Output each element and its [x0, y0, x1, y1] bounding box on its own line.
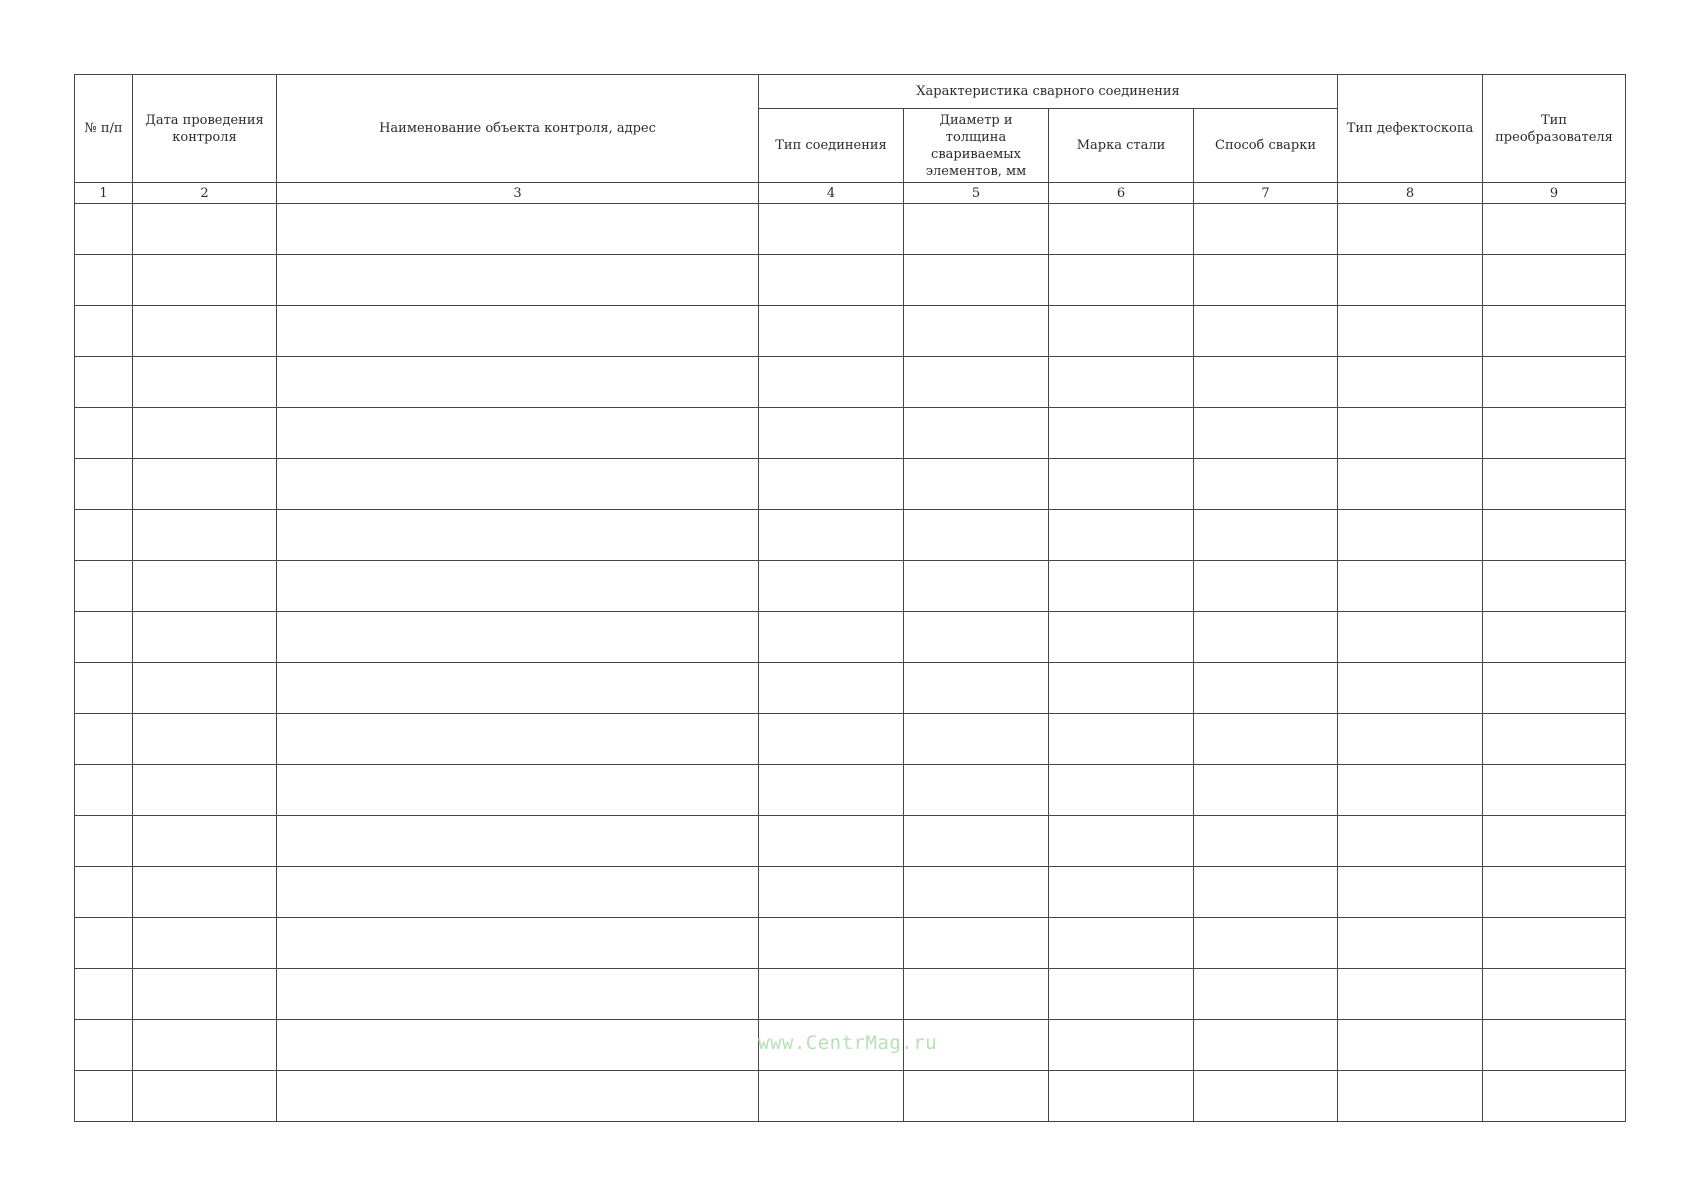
table-cell[interactable]: [277, 918, 759, 969]
table-cell[interactable]: [1194, 357, 1338, 408]
table-cell[interactable]: [1049, 255, 1194, 306]
table-cell[interactable]: [1194, 306, 1338, 357]
table-cell[interactable]: [277, 867, 759, 918]
table-cell[interactable]: [133, 765, 277, 816]
table-cell[interactable]: [1194, 816, 1338, 867]
table-cell[interactable]: [1338, 561, 1483, 612]
table-cell[interactable]: [75, 663, 133, 714]
table-cell[interactable]: [759, 816, 904, 867]
column-number: 9: [1483, 183, 1626, 204]
table-cell[interactable]: [1483, 918, 1626, 969]
header-weld-group: Характеристика сварного соединения: [759, 75, 1338, 109]
table-cell[interactable]: [1338, 306, 1483, 357]
table-cell[interactable]: [1338, 1020, 1483, 1071]
table-cell[interactable]: [1049, 867, 1194, 918]
table-cell[interactable]: [1194, 510, 1338, 561]
table-cell[interactable]: [759, 408, 904, 459]
table-cell[interactable]: [1049, 459, 1194, 510]
table-cell[interactable]: [277, 1020, 759, 1071]
table-cell[interactable]: [1049, 612, 1194, 663]
table-cell[interactable]: [75, 204, 133, 255]
table-cell[interactable]: [1049, 357, 1194, 408]
table-cell[interactable]: [133, 408, 277, 459]
table-cell[interactable]: [904, 714, 1049, 765]
watermark: www.CentrMag.ru: [758, 1032, 938, 1054]
table-cell[interactable]: [1338, 918, 1483, 969]
table-cell[interactable]: [1049, 1071, 1194, 1122]
table-cell[interactable]: [1338, 1071, 1483, 1122]
table-cell[interactable]: [1194, 765, 1338, 816]
table-row: [75, 510, 1626, 561]
table-cell[interactable]: [277, 816, 759, 867]
table-row: [75, 714, 1626, 765]
table-row: [75, 1071, 1626, 1122]
table-cell[interactable]: [277, 714, 759, 765]
header-joint-type: Тип соединения: [759, 109, 904, 183]
table-cell[interactable]: [1338, 765, 1483, 816]
table-cell[interactable]: [1049, 663, 1194, 714]
table-cell[interactable]: [1049, 204, 1194, 255]
table-cell[interactable]: [759, 714, 904, 765]
table-cell[interactable]: [904, 510, 1049, 561]
table-cell[interactable]: [759, 204, 904, 255]
table-cell[interactable]: [133, 663, 277, 714]
table-cell[interactable]: [1338, 204, 1483, 255]
table-cell[interactable]: [1338, 663, 1483, 714]
table-cell[interactable]: [1194, 561, 1338, 612]
table-cell[interactable]: [759, 459, 904, 510]
table-row: [75, 663, 1626, 714]
table-cell[interactable]: [904, 969, 1049, 1020]
table-cell[interactable]: [277, 1071, 759, 1122]
inspection-log-table: [74, 74, 1626, 1122]
table-cell[interactable]: [1483, 1020, 1626, 1071]
table-cell[interactable]: [75, 510, 133, 561]
table-cell[interactable]: [1338, 816, 1483, 867]
table-row: [75, 765, 1626, 816]
table-cell[interactable]: [1049, 765, 1194, 816]
table-cell[interactable]: [1194, 918, 1338, 969]
header-row-top: [75, 75, 1626, 109]
table-cell[interactable]: [133, 561, 277, 612]
table-cell[interactable]: [759, 765, 904, 816]
table-row: [75, 561, 1626, 612]
table-cell[interactable]: [759, 357, 904, 408]
table-cell[interactable]: [1194, 714, 1338, 765]
table-cell[interactable]: [1483, 867, 1626, 918]
column-number: 7: [1194, 183, 1338, 204]
table-cell[interactable]: [75, 612, 133, 663]
table-cell[interactable]: [75, 816, 133, 867]
header-diameter: Диаметр и толщина свариваемых элементов, мм: [904, 109, 1049, 183]
table-cell[interactable]: [75, 1020, 133, 1071]
table-cell[interactable]: [1194, 969, 1338, 1020]
table-cell[interactable]: [1194, 612, 1338, 663]
table-cell[interactable]: [904, 816, 1049, 867]
table-cell[interactable]: [75, 561, 133, 612]
table-cell[interactable]: [1483, 204, 1626, 255]
header-detector: Тип дефектоскопа: [1338, 75, 1483, 183]
table-cell[interactable]: [904, 867, 1049, 918]
header-method: Способ сварки: [1194, 109, 1338, 183]
table-cell[interactable]: [133, 918, 277, 969]
table-cell[interactable]: [1049, 510, 1194, 561]
table-cell[interactable]: [1483, 306, 1626, 357]
table-cell[interactable]: [133, 459, 277, 510]
table-cell[interactable]: [133, 510, 277, 561]
table-cell[interactable]: [759, 510, 904, 561]
table-cell[interactable]: [759, 663, 904, 714]
table-cell[interactable]: [1483, 612, 1626, 663]
table-cell[interactable]: [1049, 969, 1194, 1020]
table-cell[interactable]: [133, 969, 277, 1020]
table-cell[interactable]: [904, 459, 1049, 510]
table-cell[interactable]: [759, 255, 904, 306]
table-cell[interactable]: [75, 459, 133, 510]
table-row: [75, 816, 1626, 867]
table-cell[interactable]: [75, 918, 133, 969]
table-cell[interactable]: [759, 561, 904, 612]
table-cell[interactable]: [904, 204, 1049, 255]
header-date: Дата проведения контроля: [133, 75, 277, 183]
table-cell[interactable]: [75, 867, 133, 918]
table-cell[interactable]: [1483, 663, 1626, 714]
table-cell[interactable]: [277, 510, 759, 561]
table-cell[interactable]: [1049, 918, 1194, 969]
table-cell[interactable]: [1194, 255, 1338, 306]
table-cell[interactable]: [133, 255, 277, 306]
column-number-row: [75, 183, 1626, 204]
table-cell[interactable]: [133, 1020, 277, 1071]
table-cell[interactable]: [277, 612, 759, 663]
table-cell[interactable]: [1483, 561, 1626, 612]
table-cell[interactable]: [1338, 714, 1483, 765]
table-cell[interactable]: [1049, 714, 1194, 765]
table-cell[interactable]: [1483, 255, 1626, 306]
table-cell[interactable]: [1338, 612, 1483, 663]
table-cell[interactable]: [1194, 459, 1338, 510]
table-cell[interactable]: [759, 306, 904, 357]
table-cell[interactable]: [75, 969, 133, 1020]
table-cell[interactable]: [1049, 1020, 1194, 1071]
table-cell[interactable]: [1483, 765, 1626, 816]
table-cell[interactable]: [133, 867, 277, 918]
table-cell[interactable]: [1483, 459, 1626, 510]
table-row: [75, 969, 1626, 1020]
table-cell[interactable]: [1194, 663, 1338, 714]
table-cell[interactable]: [75, 255, 133, 306]
table-cell[interactable]: [904, 255, 1049, 306]
table-cell[interactable]: [277, 459, 759, 510]
table-cell[interactable]: [1338, 357, 1483, 408]
table-cell[interactable]: [75, 357, 133, 408]
table-cell[interactable]: [75, 765, 133, 816]
table-cell[interactable]: [1483, 816, 1626, 867]
table-cell[interactable]: [133, 306, 277, 357]
table-cell[interactable]: [75, 714, 133, 765]
table-row: [75, 867, 1626, 918]
table-cell[interactable]: [133, 357, 277, 408]
table-cell[interactable]: [1338, 969, 1483, 1020]
table-row: [75, 612, 1626, 663]
table-cell[interactable]: [1194, 1071, 1338, 1122]
table-cell[interactable]: [1338, 408, 1483, 459]
table-cell[interactable]: [133, 204, 277, 255]
table-cell[interactable]: [1483, 1071, 1626, 1122]
table-cell[interactable]: [277, 765, 759, 816]
column-number: 6: [1049, 183, 1194, 204]
table-cell[interactable]: [1338, 459, 1483, 510]
column-number: 3: [277, 183, 759, 204]
table-cell[interactable]: [1194, 1020, 1338, 1071]
header-object: Наименование объекта контроля, адрес: [277, 75, 759, 183]
column-number: 5: [904, 183, 1049, 204]
table-row: [75, 255, 1626, 306]
table-cell[interactable]: [75, 1071, 133, 1122]
table-cell[interactable]: [1194, 204, 1338, 255]
table-cell[interactable]: [904, 663, 1049, 714]
table-row: [75, 204, 1626, 255]
table-cell[interactable]: [904, 765, 1049, 816]
table-cell[interactable]: [759, 918, 904, 969]
table-cell[interactable]: [1194, 408, 1338, 459]
table-cell[interactable]: [277, 408, 759, 459]
table-cell[interactable]: [759, 1071, 904, 1122]
table-cell[interactable]: [904, 306, 1049, 357]
header-no: № п/п: [75, 75, 133, 183]
table-cell[interactable]: [1049, 408, 1194, 459]
table-cell[interactable]: [75, 408, 133, 459]
table-cell[interactable]: [277, 357, 759, 408]
table-cell[interactable]: [277, 969, 759, 1020]
table-row: [75, 306, 1626, 357]
table-cell[interactable]: [133, 1071, 277, 1122]
table-cell[interactable]: [133, 714, 277, 765]
table-cell[interactable]: [1483, 357, 1626, 408]
table-cell[interactable]: [904, 357, 1049, 408]
table-cell[interactable]: [1338, 510, 1483, 561]
table-cell[interactable]: [1483, 969, 1626, 1020]
table-row: [75, 918, 1626, 969]
table-cell[interactable]: [904, 1071, 1049, 1122]
column-number: 8: [1338, 183, 1483, 204]
table-cell[interactable]: [1483, 408, 1626, 459]
table-cell[interactable]: [133, 612, 277, 663]
table-cell[interactable]: [1049, 816, 1194, 867]
table-cell[interactable]: [759, 969, 904, 1020]
column-number: 1: [75, 183, 133, 204]
column-number: 2: [133, 183, 277, 204]
table-cell[interactable]: [904, 612, 1049, 663]
table-cell[interactable]: [1194, 867, 1338, 918]
table-cell[interactable]: [759, 612, 904, 663]
table-cell[interactable]: [277, 306, 759, 357]
table-cell[interactable]: [904, 918, 1049, 969]
header-steel: Марка стали: [1049, 109, 1194, 183]
table-cell[interactable]: [277, 204, 759, 255]
table-cell[interactable]: [759, 867, 904, 918]
header-transducer: Тип преобразователя: [1483, 75, 1626, 183]
table-cell[interactable]: [75, 306, 133, 357]
column-number: 4: [759, 183, 904, 204]
table-cell[interactable]: [1049, 561, 1194, 612]
table-cell[interactable]: [133, 816, 277, 867]
table-cell[interactable]: [904, 408, 1049, 459]
table-cell[interactable]: [1338, 255, 1483, 306]
table-body: [75, 204, 1626, 1122]
table-row: [75, 459, 1626, 510]
table-cell[interactable]: [1338, 867, 1483, 918]
table-cell[interactable]: [1049, 306, 1194, 357]
table-cell[interactable]: [1483, 510, 1626, 561]
table-row: [75, 357, 1626, 408]
table-cell[interactable]: [277, 561, 759, 612]
table-cell[interactable]: [277, 255, 759, 306]
table-cell[interactable]: [277, 663, 759, 714]
table-cell[interactable]: [1483, 714, 1626, 765]
table-row: [75, 408, 1626, 459]
table-cell[interactable]: [904, 561, 1049, 612]
